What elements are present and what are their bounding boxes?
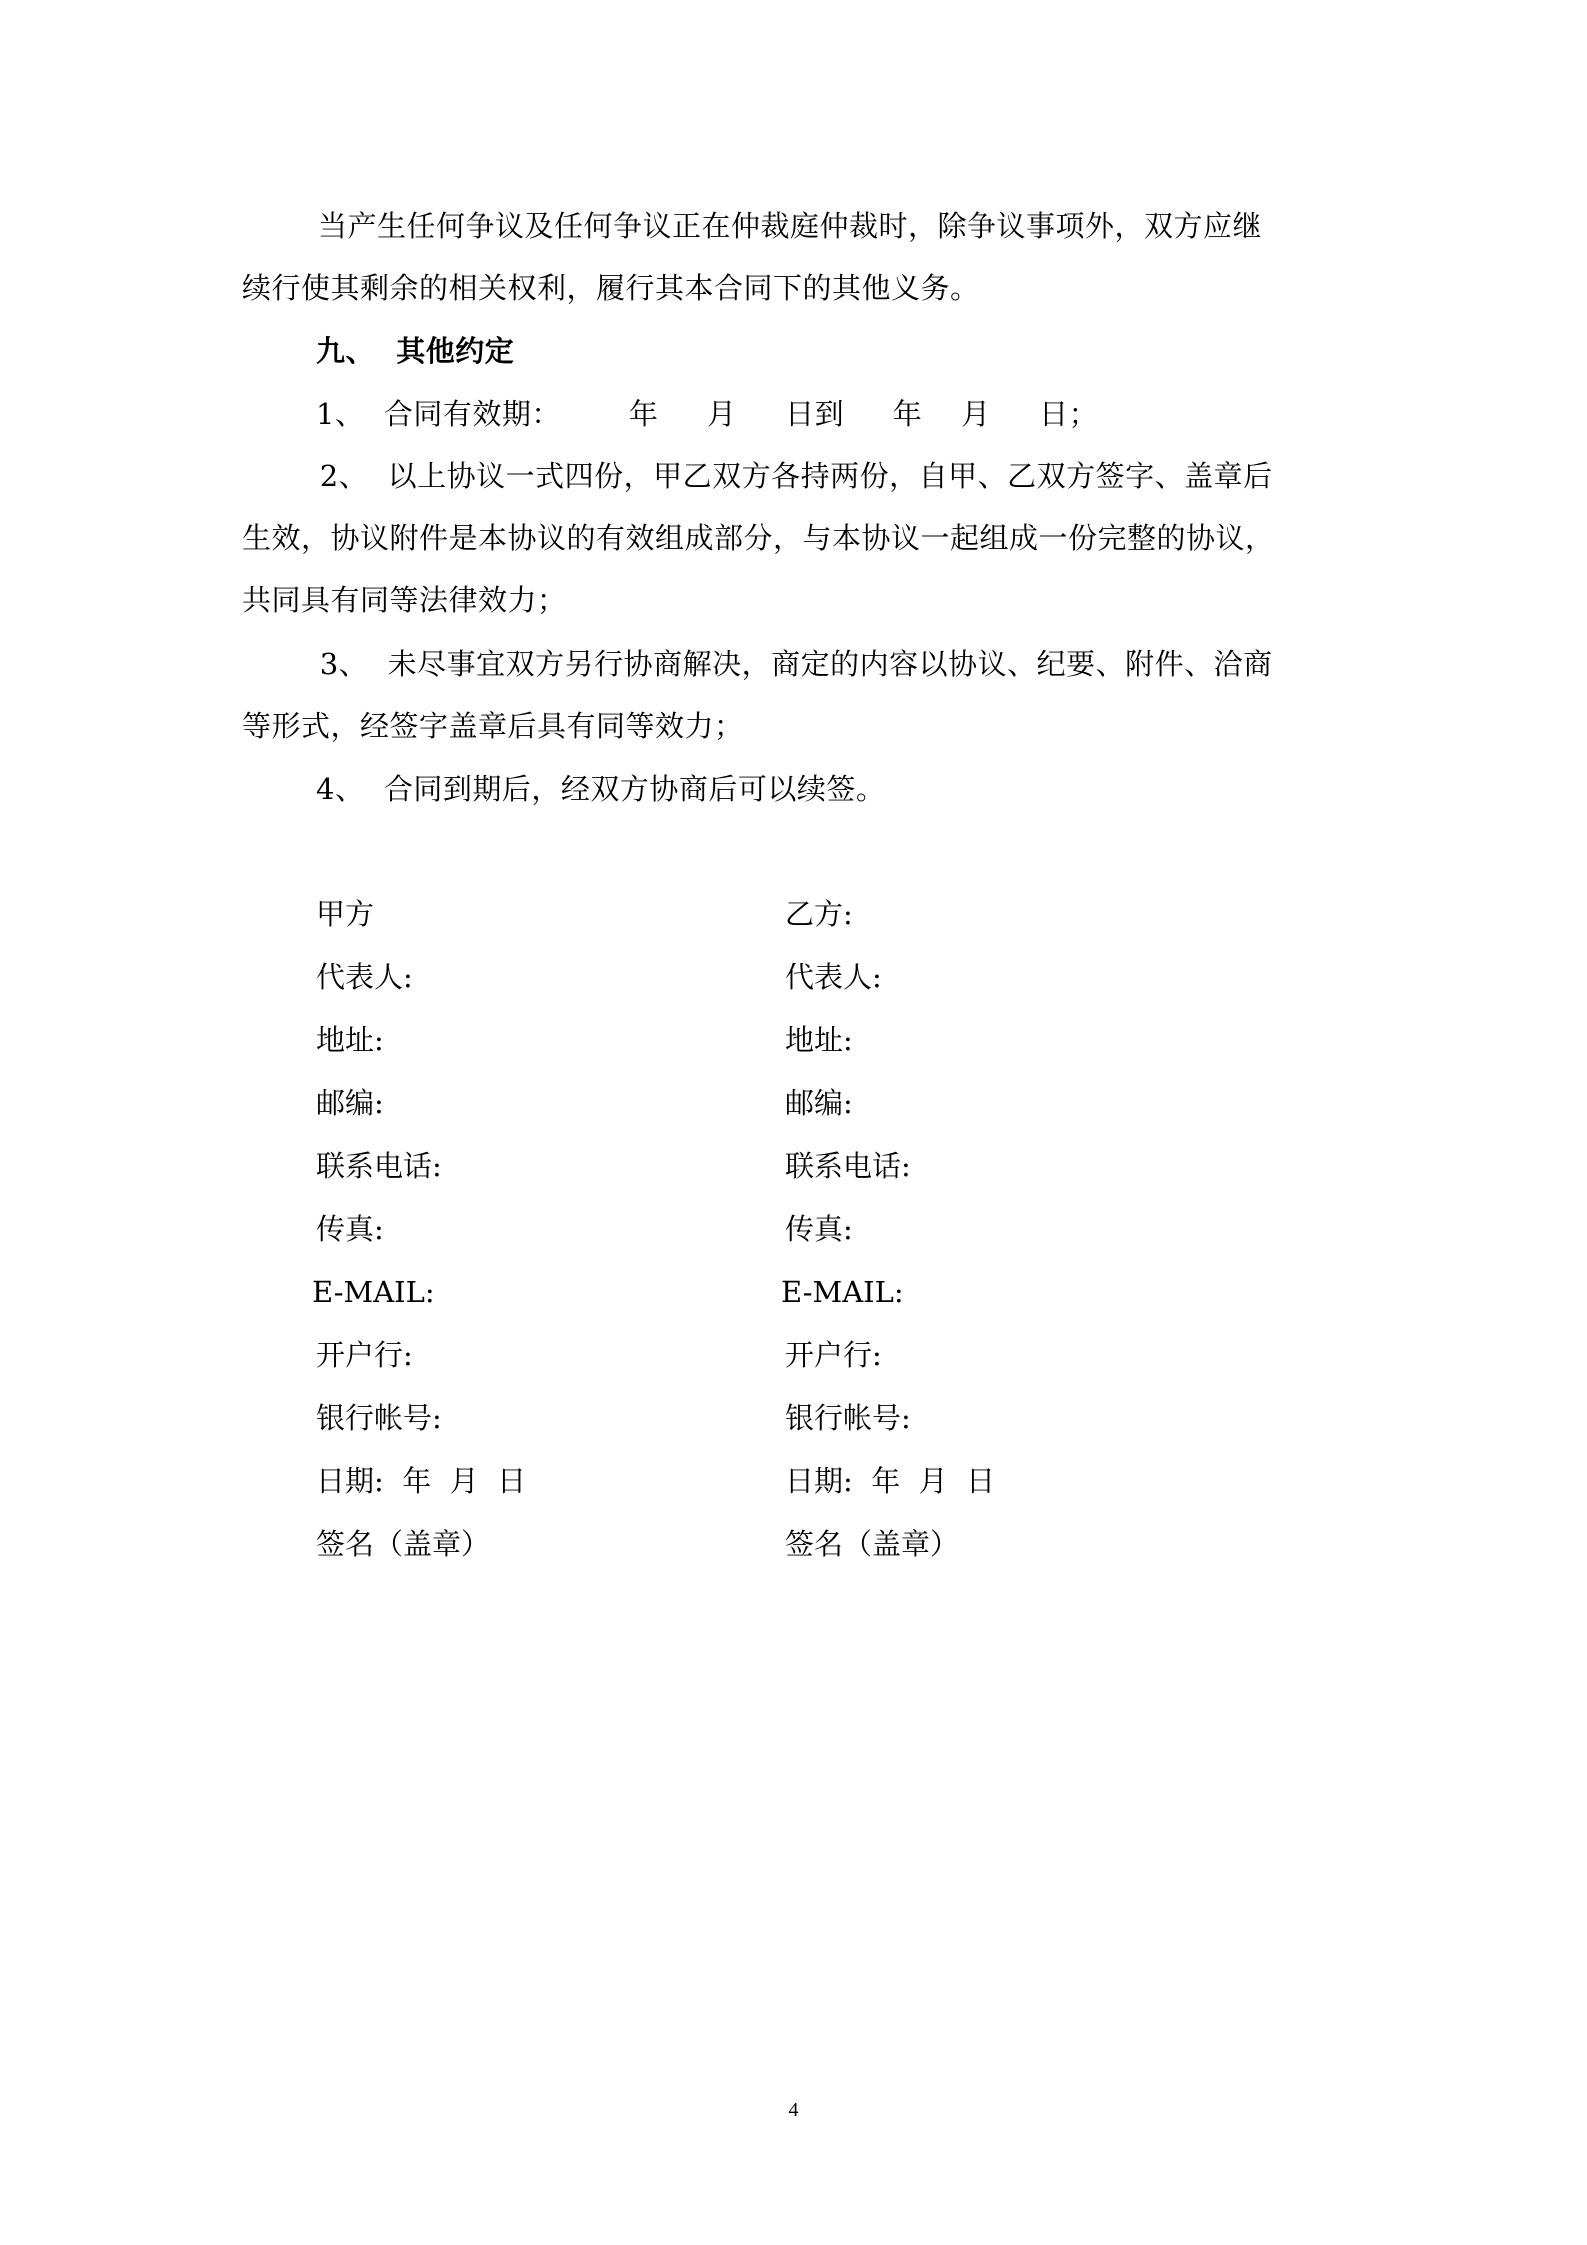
paragraph-dispute-line-2: 续行使其剩余的相关权利，履行其本合同下的其他义务。 — [242, 271, 980, 305]
party-a-signature: 签名（盖章） — [316, 1527, 491, 1561]
party-a-phone: 联系电话: — [316, 1149, 442, 1183]
clause-item-3-line-2: 等形式，经签字盖章后具有同等效力； — [242, 709, 744, 743]
party-b-bank: 开户行: — [785, 1338, 882, 1372]
party-a-address: 地址: — [316, 1023, 384, 1057]
party-b-postcode: 邮编: — [785, 1086, 853, 1120]
party-b-signature: 签名（盖章） — [785, 1527, 960, 1561]
party-a-fax: 传真: — [316, 1212, 384, 1246]
clause-item-3-line-1: 3、 未尽事宜双方另行协商解决，商定的内容以协议、纪要、附件、洽商 — [310, 647, 1273, 681]
party-a-representative: 代表人: — [316, 960, 413, 994]
party-a-title: 甲方 — [316, 897, 375, 931]
paragraph-dispute-line-1: 当产生任何争议及任何争议正在仲裁庭仲裁时，除争议事项外，双方应继 — [318, 209, 1263, 243]
party-a-bank: 开户行: — [316, 1338, 413, 1372]
clause-item-1: 1、 合同有效期： 年 月 日到 年 月 日； — [316, 397, 1099, 431]
party-b-email: E-MAIL: — [781, 1275, 904, 1309]
clause-item-2-line-3: 共同具有同等法律效力； — [242, 583, 567, 617]
section-heading-other-terms: 九、 其他约定 — [316, 334, 515, 368]
party-b-representative: 代表人: — [785, 960, 882, 994]
page-number: 4 — [788, 2099, 799, 2121]
clause-item-4: 4、 合同到期后，经双方协商后可以续签。 — [316, 772, 886, 806]
party-b-address: 地址: — [785, 1023, 853, 1057]
party-b-date: 日期: 年 月 日 — [785, 1464, 996, 1498]
party-b-fax: 传真: — [785, 1212, 853, 1246]
clause-item-2-line-1: 2、 以上协议一式四份，甲乙双方各持两份，自甲、乙双方签字、盖章后 — [310, 459, 1273, 493]
party-b-title: 乙方: — [785, 897, 853, 931]
party-b-account: 银行帐号: — [785, 1401, 911, 1435]
party-a-email: E-MAIL: — [312, 1275, 435, 1309]
party-a-postcode: 邮编: — [316, 1086, 384, 1120]
party-a-date: 日期: 年 月 日 — [316, 1464, 527, 1498]
party-a-account: 银行帐号: — [316, 1401, 442, 1435]
clause-item-2-line-2: 生效，协议附件是本协议的有效组成部分，与本协议一起组成一份完整的协议， — [242, 521, 1275, 555]
party-b-phone: 联系电话: — [785, 1149, 911, 1183]
